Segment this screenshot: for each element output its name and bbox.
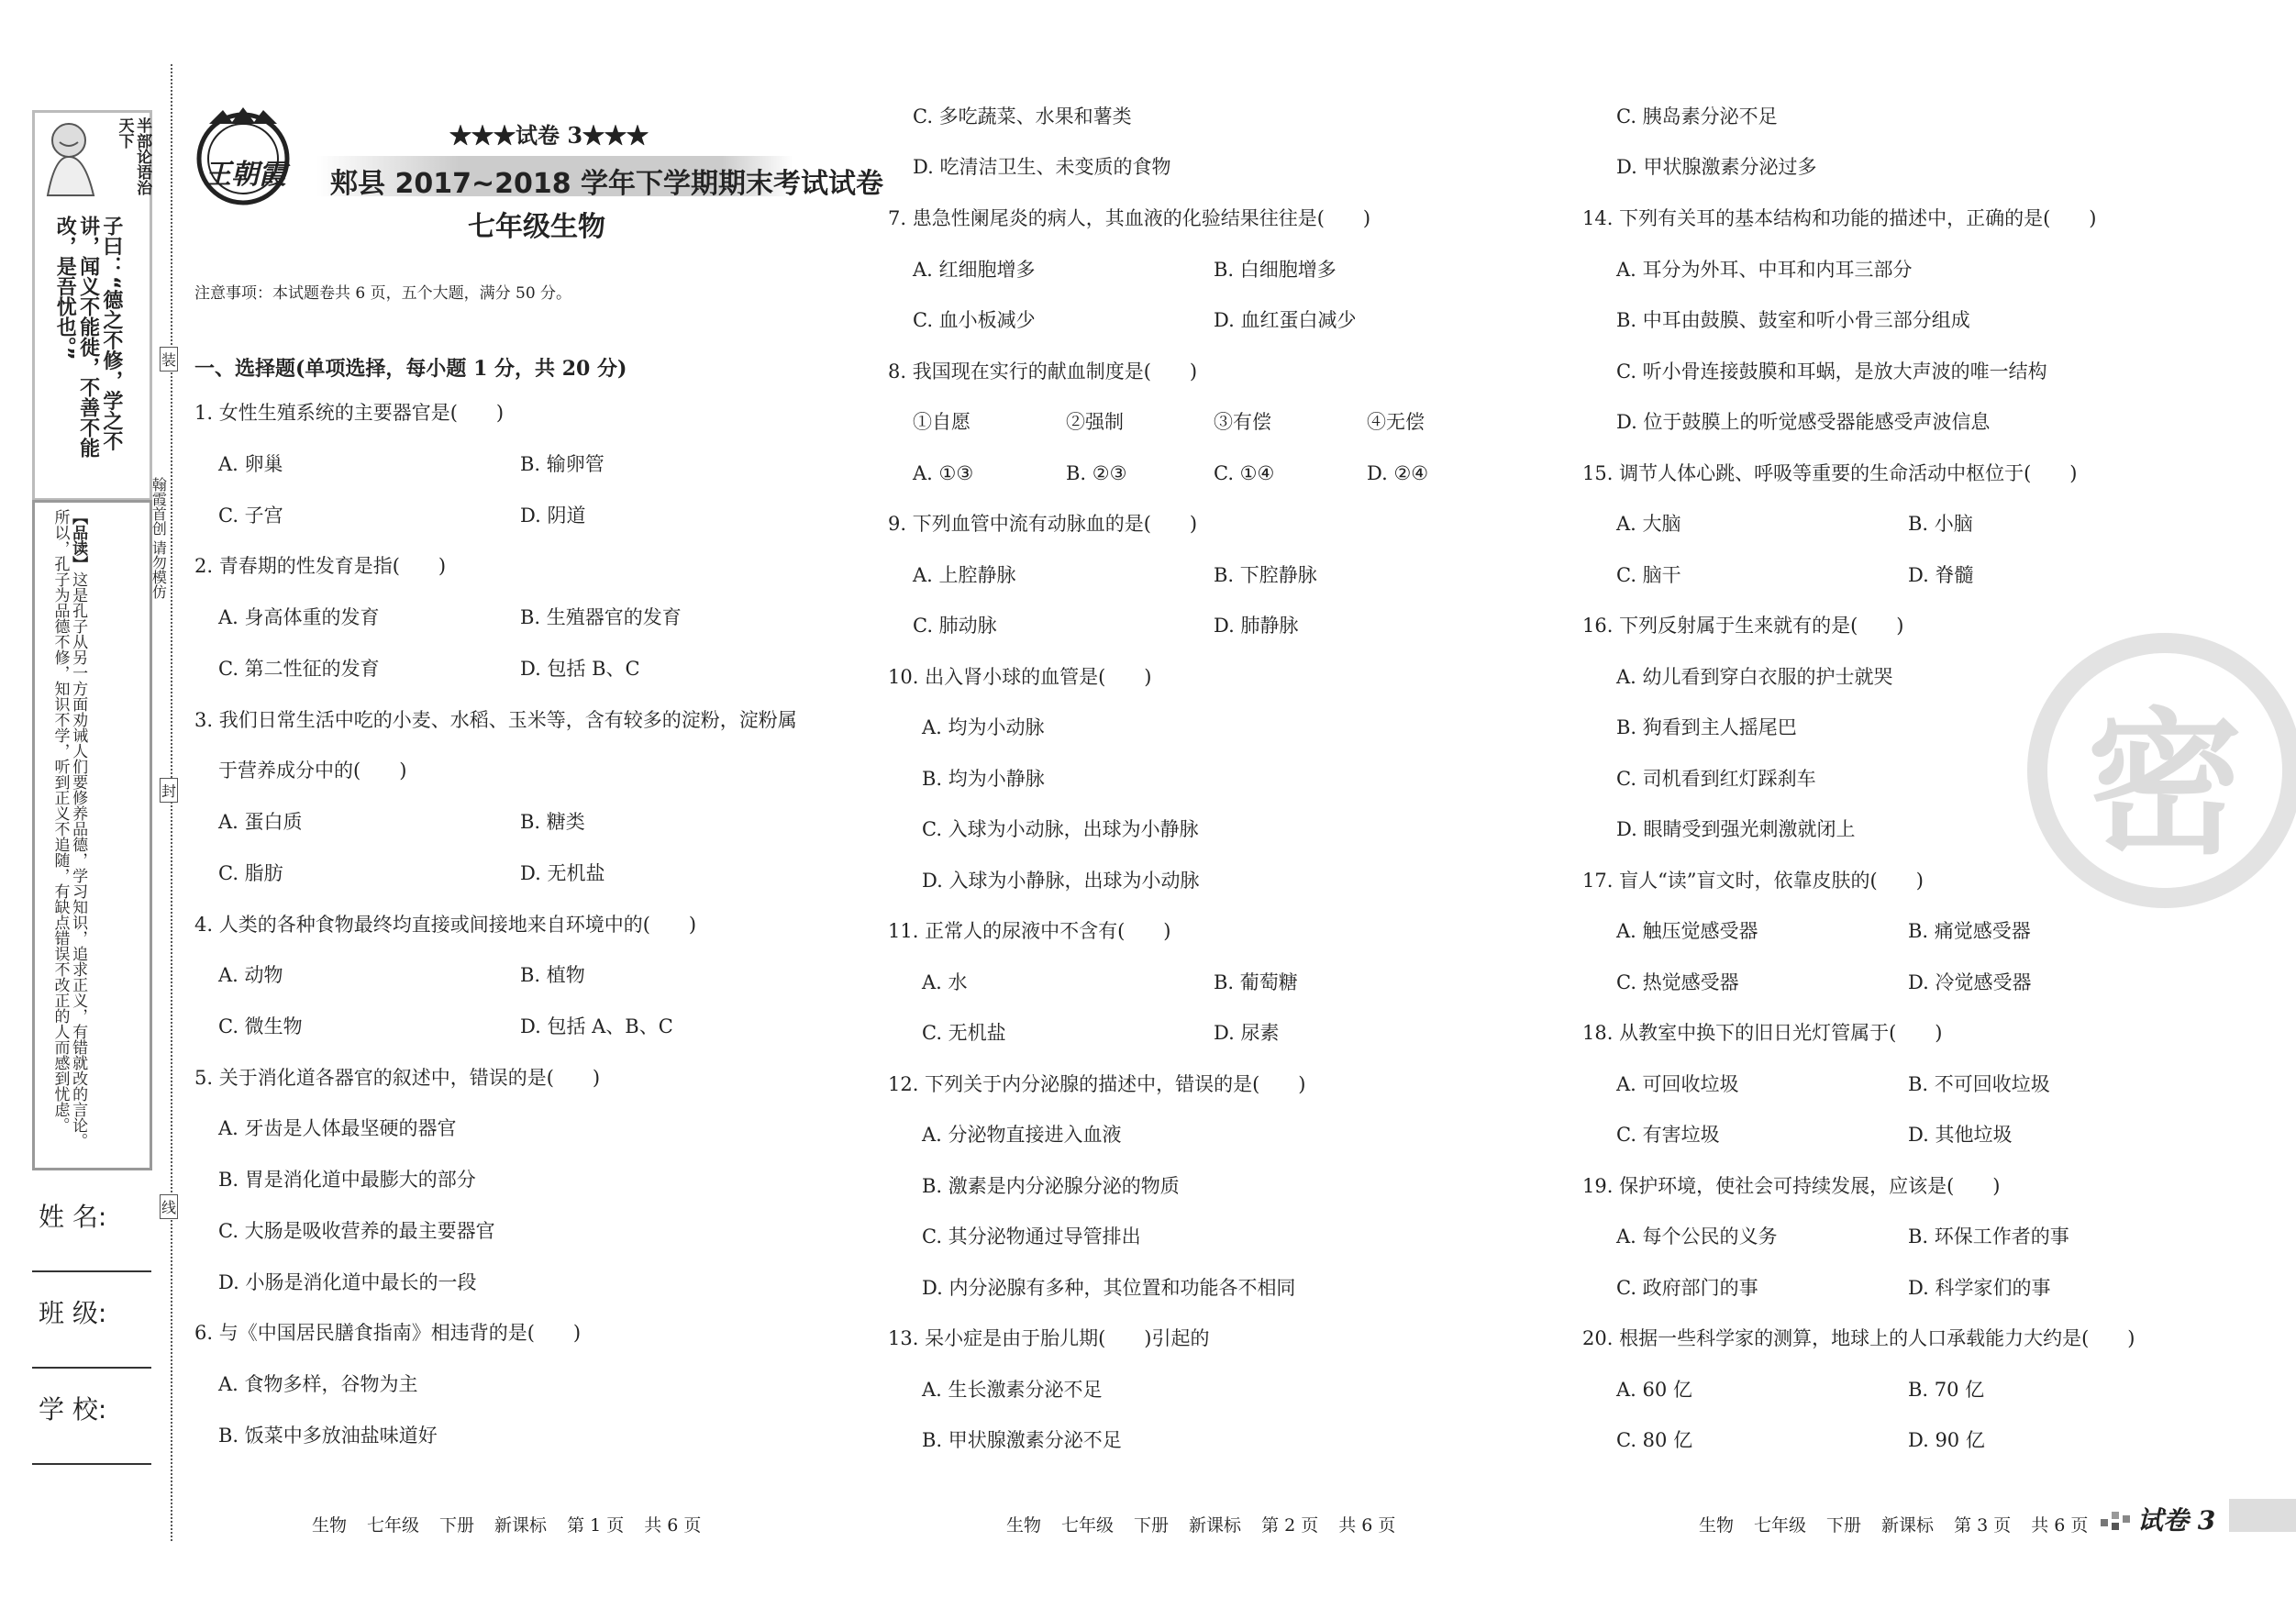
q18-option-d[interactable]: D. 其他垃圾 [1908, 1124, 2013, 1146]
q14-option-a[interactable]: A. 耳分为外耳、中耳和内耳三部分 [1616, 259, 1913, 281]
paper-number: ★★★试卷 3★★★ [449, 122, 649, 149]
q10-option-d[interactable]: D. 入球为小静脉，出球为小动脉 [922, 870, 1200, 892]
q15-option-b[interactable]: B. 小脑 [1908, 513, 1973, 535]
q16-option-a[interactable]: A. 幼儿看到穿白衣服的护士就哭 [1616, 666, 1893, 688]
footer-page: 第 1 页 [567, 1515, 625, 1536]
q10-option-c[interactable]: C. 入球为小动脉，出球为小静脉 [922, 818, 1199, 840]
reading-text: 这是孔子从另一方面劝诫人们要修养品德，学习知识，追求正义，有错就改的言论。所以，孔子为品德不修，知识不学，听到正义不追随，有缺点错误不改正的人而感到忧虑。 [50, 509, 88, 1148]
q12-option-a[interactable]: A. 分泌物直接进入血液 [922, 1124, 1122, 1146]
q7-option-b[interactable]: B. 白细胞增多 [1214, 259, 1337, 281]
q18-option-c[interactable]: C. 有害垃圾 [1616, 1124, 1720, 1146]
q2-option-b[interactable]: B. 生殖器官的发育 [520, 606, 682, 628]
question-11: 11. 正常人的尿液中不含有( ) [888, 920, 1171, 942]
question-19: 19. 保护环境，使社会可持续发展，应该是( ) [1582, 1175, 2001, 1197]
school-line[interactable] [32, 1463, 151, 1465]
binding-line [171, 64, 172, 1541]
footer-edition: 新课标 [1189, 1515, 1242, 1536]
q20-option-b[interactable]: B. 70 亿 [1908, 1379, 1985, 1401]
q15-option-d[interactable]: D. 脊髓 [1908, 564, 1974, 586]
q2-option-c[interactable]: C. 第二性征的发育 [218, 658, 380, 680]
q5-option-b[interactable]: B. 胃是消化道中最膨大的部分 [218, 1169, 476, 1191]
q14-option-c[interactable]: C. 听小骨连接鼓膜和耳蜗，是放大声波的唯一结构 [1616, 360, 2047, 383]
q1-option-a[interactable]: A. 卵巢 [218, 453, 283, 475]
q4-option-b[interactable]: B. 植物 [520, 964, 585, 986]
q16-option-c[interactable]: C. 司机看到红灯踩刹车 [1616, 768, 1816, 790]
question-13: 13. 呆小症是由于胎儿期( )引起的 [888, 1327, 1210, 1349]
reading-title: 【品读】 [69, 509, 88, 571]
q10-option-b[interactable]: B. 均为小静脉 [922, 768, 1045, 790]
footer-grade: 七年级 [1754, 1515, 1807, 1536]
q17-option-c[interactable]: C. 热觉感受器 [1616, 971, 1739, 993]
question-10: 10. 出入肾小球的血管是( ) [888, 666, 1152, 688]
q12-option-d[interactable]: D. 内分泌腺有多种，其位置和功能各不相同 [922, 1277, 1296, 1299]
q18-option-b[interactable]: B. 不可回收垃圾 [1908, 1073, 2050, 1095]
q6-option-d[interactable]: D. 吃清洁卫生、未变质的食物 [913, 156, 1171, 178]
footer-total: 共 6 页 [1338, 1515, 1396, 1536]
q6-option-b[interactable]: B. 饭菜中多放油盐味道好 [218, 1425, 438, 1447]
footer-volume: 下册 [1826, 1515, 1862, 1536]
subject-title: 七年级生物 [468, 211, 605, 243]
question-8: 8. 我国现在实行的献血制度是( ) [888, 360, 1198, 383]
footer-page-2 [1006, 1512, 1415, 1536]
question-3-cont: 于营养成分中的( ) [218, 760, 407, 782]
sage-figure [37, 115, 105, 197]
footer-subject: 生物 [1006, 1515, 1042, 1536]
confidential-stamp [2027, 633, 2296, 908]
q8-option-a[interactable]: A. ①③ [913, 462, 974, 484]
question-16: 16. 下列反射属于生来就有的是( ) [1582, 615, 1904, 637]
question-14: 14. 下列有关耳的基本结构和功能的描述中，正确的是( ) [1582, 207, 2097, 229]
question-5: 5. 关于消化道各器官的叙述中，错误的是( ) [194, 1067, 601, 1089]
q7-option-a[interactable]: A. 红细胞增多 [913, 259, 1036, 281]
footer-subject: 生物 [1699, 1515, 1735, 1536]
q13-option-d[interactable]: D. 甲状腺激素分泌过多 [1616, 156, 1817, 178]
footer-page: 第 3 页 [1954, 1515, 2012, 1536]
q8-option-b[interactable]: B. ②③ [1066, 462, 1127, 484]
footer-total: 共 6 页 [2031, 1515, 2089, 1536]
q2-option-d[interactable]: D. 包括 B、C [520, 658, 640, 680]
q19-option-b[interactable]: B. 环保工作者的事 [1908, 1225, 2069, 1248]
stamp-glyph: 密 [2086, 693, 2243, 876]
question-1: 1. 女性生殖系统的主要器官是( ) [194, 402, 505, 424]
exam-notice: 注意事项：本试题卷共 6 页，五个大题，满分 50 分。 [194, 284, 572, 303]
footer-grade: 七年级 [367, 1515, 420, 1536]
footer-tag-band [2229, 1499, 2296, 1532]
footer-edition: 新课标 [494, 1515, 548, 1536]
q3-option-d[interactable]: D. 无机盐 [520, 862, 605, 884]
q5-option-d[interactable]: D. 小肠是消化道中最长的一段 [218, 1271, 477, 1293]
q12-option-c[interactable]: C. 其分泌物通过导管排出 [922, 1225, 1141, 1248]
q9-option-a[interactable]: A. 上腔静脉 [913, 564, 1016, 586]
section-heading: 一、选择题(单项选择，每小题 1 分，共 20 分) [194, 357, 627, 381]
exam-title: 郏县 2017~2018 学年下学期期末考试试卷 [330, 168, 884, 200]
question-17: 17. 盲人“读”盲文时，依靠皮肤的( ) [1582, 870, 1924, 892]
q5-option-c[interactable]: C. 大肠是吸收营养的最主要器官 [218, 1220, 495, 1242]
q6-option-a[interactable]: A. 食物多样，谷物为主 [218, 1373, 418, 1395]
q2-option-a[interactable]: A. 身高体重的发育 [218, 606, 380, 628]
confucius-quote: 子曰：“德之不修，学之不讲，闻义不能徙，不善不能改，是吾忧也。” [53, 216, 123, 458]
q13-option-a[interactable]: A. 生长激素分泌不足 [922, 1379, 1103, 1401]
class-line[interactable] [32, 1367, 151, 1369]
question-12: 12. 下列关于内分泌腺的描述中，错误的是( ) [888, 1073, 1306, 1095]
q8-option-d[interactable]: D. ②④ [1367, 462, 1429, 484]
q4-option-c[interactable]: C. 微生物 [218, 1015, 303, 1037]
q4-option-d[interactable]: D. 包括 A、B、C [520, 1015, 673, 1037]
q15-option-a[interactable]: A. 大脑 [1616, 513, 1681, 535]
footer-total: 共 6 页 [644, 1515, 702, 1536]
strip-top-tag: 半部论语治天下 [115, 117, 152, 195]
footer-volume: 下册 [439, 1515, 475, 1536]
question-15: 15. 调节人体心跳、呼吸等重要的生命活动中枢位于( ) [1582, 462, 2078, 484]
question-4: 4. 人类的各种食物最终均直接或间接地来自环境中的( ) [194, 914, 697, 936]
q8-item-2: ②强制 [1066, 411, 1124, 433]
q13-option-c[interactable]: C. 胰岛素分泌不足 [1616, 105, 1778, 128]
q3-option-b[interactable]: B. 糖类 [520, 811, 585, 833]
q15-option-c[interactable]: C. 脑干 [1616, 564, 1681, 586]
q18-option-a[interactable]: A. 可回收垃圾 [1616, 1073, 1739, 1095]
question-6: 6. 与《中国居民膳食指南》相违背的是( ) [194, 1322, 582, 1344]
q11-option-a[interactable]: A. 水 [922, 971, 968, 993]
footer-page-1 [312, 1512, 721, 1536]
q17-option-a[interactable]: A. 触压觉感受器 [1616, 920, 1758, 942]
q16-option-b[interactable]: B. 狗看到主人摇尾巴 [1616, 716, 1797, 738]
q19-option-a[interactable]: A. 每个公民的义务 [1616, 1225, 1778, 1248]
question-18: 18. 从教室中换下的旧日光灯管属于( ) [1582, 1022, 1943, 1044]
q12-option-b[interactable]: B. 激素是内分泌腺分泌的物质 [922, 1175, 1180, 1197]
q3-option-c[interactable]: C. 脂肪 [218, 862, 283, 884]
question-2: 2. 青春期的性发育是指( ) [194, 555, 447, 577]
q9-option-c[interactable]: C. 肺动脉 [913, 615, 997, 637]
q11-option-d[interactable]: D. 尿素 [1214, 1022, 1280, 1044]
q8-option-c[interactable]: C. ①④ [1214, 462, 1275, 484]
q4-option-a[interactable]: A. 动物 [218, 964, 283, 986]
question-3: 3. 我们日常生活中吃的小麦、水稻、玉米等，含有较多的淀粉，淀粉属 [194, 709, 797, 731]
name-label: 姓 名: [39, 1202, 107, 1232]
q17-option-b[interactable]: B. 痛觉感受器 [1908, 920, 2031, 942]
q3-option-a[interactable]: A. 蛋白质 [218, 811, 303, 833]
q19-option-d[interactable]: D. 科学家们的事 [1908, 1277, 2051, 1299]
footer-edition: 新课标 [1881, 1515, 1935, 1536]
q20-option-d[interactable]: D. 90 亿 [1908, 1429, 1985, 1451]
paper-tag: 试卷 3 [2137, 1505, 2216, 1536]
seal-mark-3: 线 [160, 1194, 178, 1219]
question-20: 20. 根据一些科学家的测算，地球上的人口承载能力大约是( ) [1582, 1327, 2135, 1349]
seal-mark-2: 封 [160, 778, 178, 803]
copyright-note: 翰霞首创 请勿模仿 [150, 477, 168, 600]
q20-option-c[interactable]: C. 80 亿 [1616, 1429, 1693, 1451]
q16-option-d[interactable]: D. 眼睛受到强光刺激就闭上 [1616, 818, 1856, 840]
q1-option-c[interactable]: C. 子宫 [218, 505, 283, 527]
q5-option-a[interactable]: A. 牙齿是人体最坚硬的器官 [218, 1117, 457, 1139]
q13-option-b[interactable]: B. 甲状腺激素分泌不足 [922, 1429, 1122, 1451]
q8-item-3: ③有偿 [1214, 411, 1271, 433]
q20-option-a[interactable]: A. 60 亿 [1616, 1379, 1692, 1401]
footer-page-3 [1699, 1512, 2108, 1536]
footer-dots-icon [2099, 1506, 2132, 1532]
question-7: 7. 患急性阑尾炎的病人，其血液的化验结果往往是( ) [888, 207, 1371, 229]
footer-page: 第 2 页 [1261, 1515, 1319, 1536]
q7-option-c[interactable]: C. 血小板减少 [913, 309, 1036, 331]
school-label: 学 校: [39, 1394, 107, 1425]
logo-text: 王朝霞 [204, 159, 286, 191]
seal-mark-1: 装 [160, 347, 178, 372]
q10-option-a[interactable]: A. 均为小动脉 [922, 716, 1045, 738]
q9-option-d[interactable]: D. 肺静脉 [1214, 615, 1299, 637]
q8-item-1: ①自愿 [913, 411, 971, 433]
q1-option-d[interactable]: D. 阴道 [520, 505, 586, 527]
class-label: 班 级: [39, 1298, 107, 1328]
footer-volume: 下册 [1134, 1515, 1170, 1536]
q19-option-c[interactable]: C. 政府部门的事 [1616, 1277, 1758, 1299]
q11-option-c[interactable]: C. 无机盐 [922, 1022, 1006, 1044]
q8-item-4: ④无偿 [1367, 411, 1425, 433]
q9-option-b[interactable]: B. 下腔静脉 [1214, 564, 1317, 586]
footer-grade: 七年级 [1061, 1515, 1115, 1536]
q11-option-b[interactable]: B. 葡萄糖 [1214, 971, 1298, 993]
name-line[interactable] [32, 1270, 151, 1272]
q6-option-c[interactable]: C. 多吃蔬菜、水果和薯类 [913, 105, 1132, 128]
q17-option-d[interactable]: D. 冷觉感受器 [1908, 971, 2032, 993]
reading-note [50, 509, 86, 1151]
question-9: 9. 下列血管中流有动脉血的是( ) [888, 513, 1198, 535]
footer-subject: 生物 [312, 1515, 348, 1536]
q14-option-d[interactable]: D. 位于鼓膜上的听觉感受器能感受声波信息 [1616, 411, 1991, 433]
q1-option-b[interactable]: B. 输卵管 [520, 453, 605, 475]
q14-option-b[interactable]: B. 中耳由鼓膜、鼓室和听小骨三部分组成 [1616, 309, 1970, 331]
q7-option-d[interactable]: D. 血红蛋白减少 [1214, 309, 1357, 331]
